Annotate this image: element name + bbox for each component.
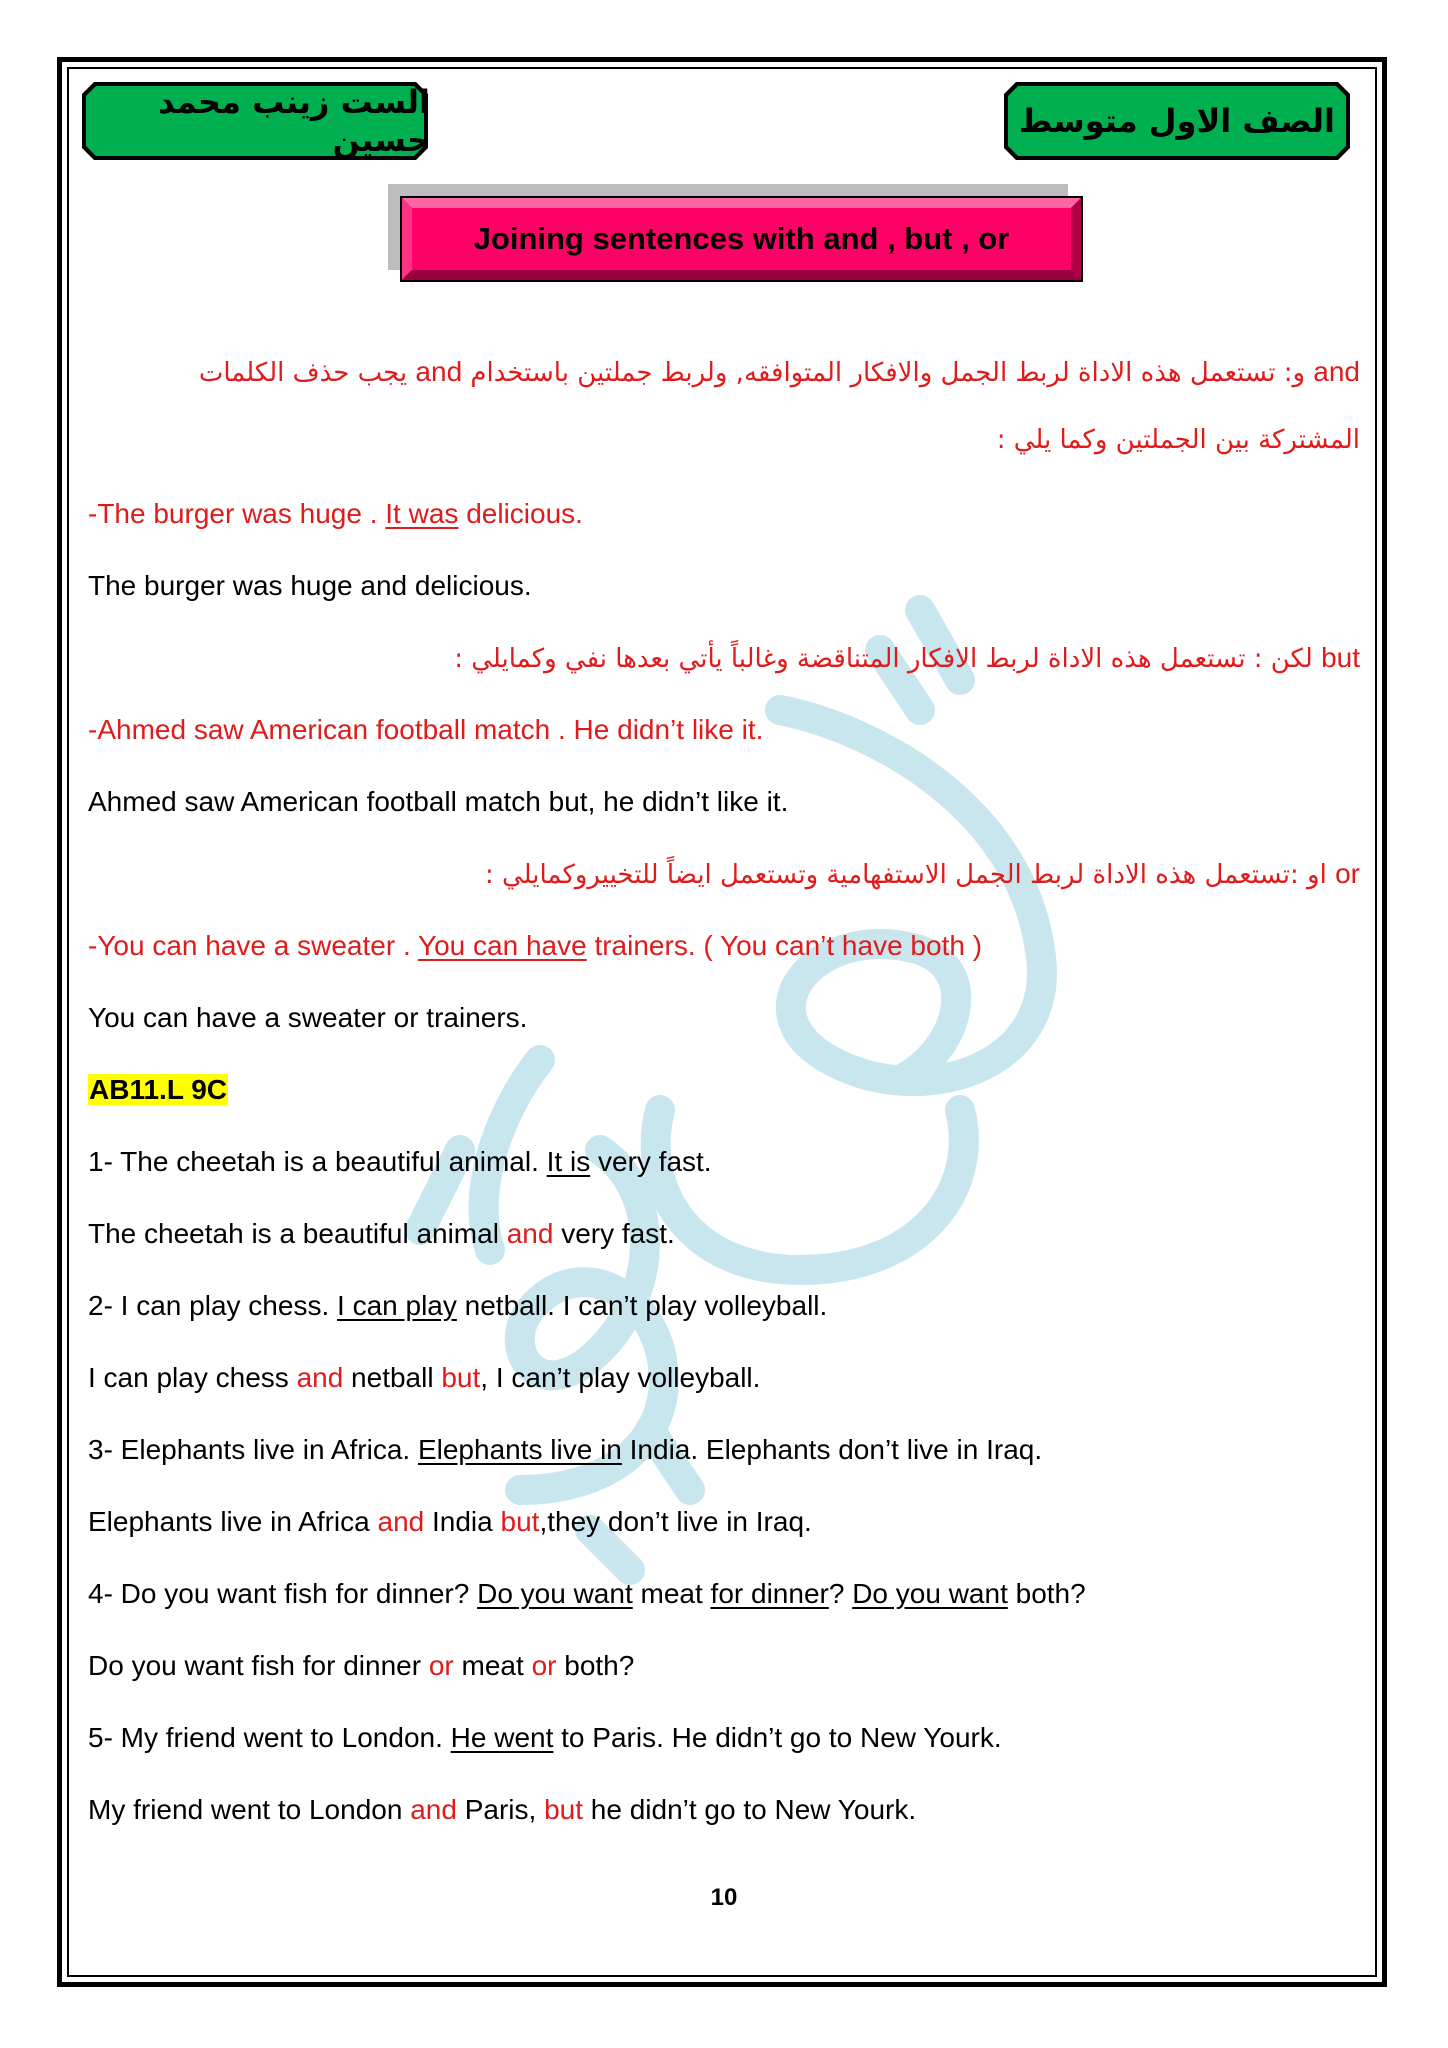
and-keyword: and (1313, 356, 1360, 387)
underlined-words: It was (385, 498, 459, 529)
or-rule-text: او :تستعمل هذه الاداة لربط الجمل الاستفهامية وتستعمل ايضاً للتخييروكمايلي : (484, 860, 1327, 890)
teacher-badge (80, 80, 430, 162)
or-rule (88, 854, 1360, 895)
exercise-a4: Do you want fish for dinner or meat or both? (88, 1650, 635, 1681)
and-rule-line1 (88, 352, 1360, 393)
conjunction: and (377, 1506, 425, 1537)
conjunction: and (506, 1218, 554, 1249)
conjunction: and (410, 1794, 457, 1825)
conjunction: but (441, 1362, 481, 1393)
page-number: 10 (710, 1884, 738, 1911)
underlined-words: It is (546, 1146, 591, 1177)
grade-badge (1002, 80, 1352, 162)
example3-sentence: -You can have a sweater . You can have trainers. ( You can’t have both ) (88, 930, 983, 961)
exercise-label: AB11.L 9C (89, 1074, 227, 1105)
and-rule-text: و: تستعمل هذه الاداة لربط الجمل والافكار المتوافقه, ولربط جملتين باستخدام (470, 358, 1306, 388)
page-title: Joining sentences with and , but , or (473, 221, 1010, 256)
example2-answer: Ahmed saw American football match but, he didn’t like it. (88, 786, 789, 817)
underlined-words: Do you want (852, 1578, 1008, 1609)
title-box (400, 196, 1083, 282)
exercise-q1: 1- The cheetah is a beautiful animal. It is very fast. (88, 1146, 712, 1177)
exercise-a3: Elephants live in Africa and India but,they don’t live in Iraq. (88, 1506, 812, 1537)
example2-sentence: -Ahmed saw American football match . He didn’t like it. (88, 714, 764, 745)
exercise-a1: The cheetah is a beautiful animal and very fast. (88, 1218, 675, 1249)
underlined-words: You can have (418, 930, 587, 961)
and-keyword-inline: and (415, 356, 463, 387)
example1-answer: The burger was huge and delicious. (88, 570, 532, 601)
exercise-q5: 5- My friend went to London. He went to Paris. He didn’t go to New Yourk. (88, 1722, 1002, 1753)
conjunction: or (428, 1650, 454, 1681)
exercise-q4: 4- Do you want fish for dinner? Do you want meat for dinner? Do you want both? (88, 1578, 1086, 1609)
exercise-a5: My friend went to London and Paris, but he didn’t go to New Yourk. (88, 1794, 917, 1825)
exercise-q3: 3- Elephants live in Africa. Elephants live in India. Elephants don’t live in Iraq. (88, 1434, 1043, 1465)
exercise-a2: I can play chess and netball but, I can’t play volleyball. (88, 1362, 761, 1393)
exercise-label-row (88, 1070, 1360, 1110)
but-rule-text: لكن : تستعمل هذه الاداة لربط الافكار المتناقضة وغالباً يأتي بعدها نفي وكمايلي : (454, 644, 1313, 674)
conjunction: or (531, 1650, 557, 1681)
underlined-words: Do you want (477, 1578, 633, 1609)
teacher-name: الست زينب محمد حسين (158, 83, 430, 159)
underlined-words: He went (450, 1722, 554, 1753)
but-rule (88, 638, 1360, 679)
underlined-words: I can play (337, 1290, 457, 1321)
and-rule-text-end: يجب حذف الكلمات (198, 358, 408, 388)
exercise-q2: 2- I can play chess. I can play netball. I can’t play volleyball. (88, 1290, 828, 1321)
underlined-words: Elephants live in (417, 1434, 622, 1465)
example1-sentence: -The burger was huge . It was delicious. (88, 498, 583, 529)
but-keyword: but (1321, 642, 1360, 673)
underlined-words: for dinner (710, 1578, 829, 1609)
conjunction: but (500, 1506, 540, 1537)
example3-answer: You can have a sweater or trainers. (88, 1002, 528, 1033)
or-keyword: or (1335, 858, 1360, 889)
conjunction: and (296, 1362, 344, 1393)
and-rule-line2: المشتركة بين الجملتين وكما يلي : (996, 425, 1360, 455)
conjunction: but (544, 1794, 583, 1825)
grade-label: الصف الاول متوسط (1018, 102, 1336, 140)
